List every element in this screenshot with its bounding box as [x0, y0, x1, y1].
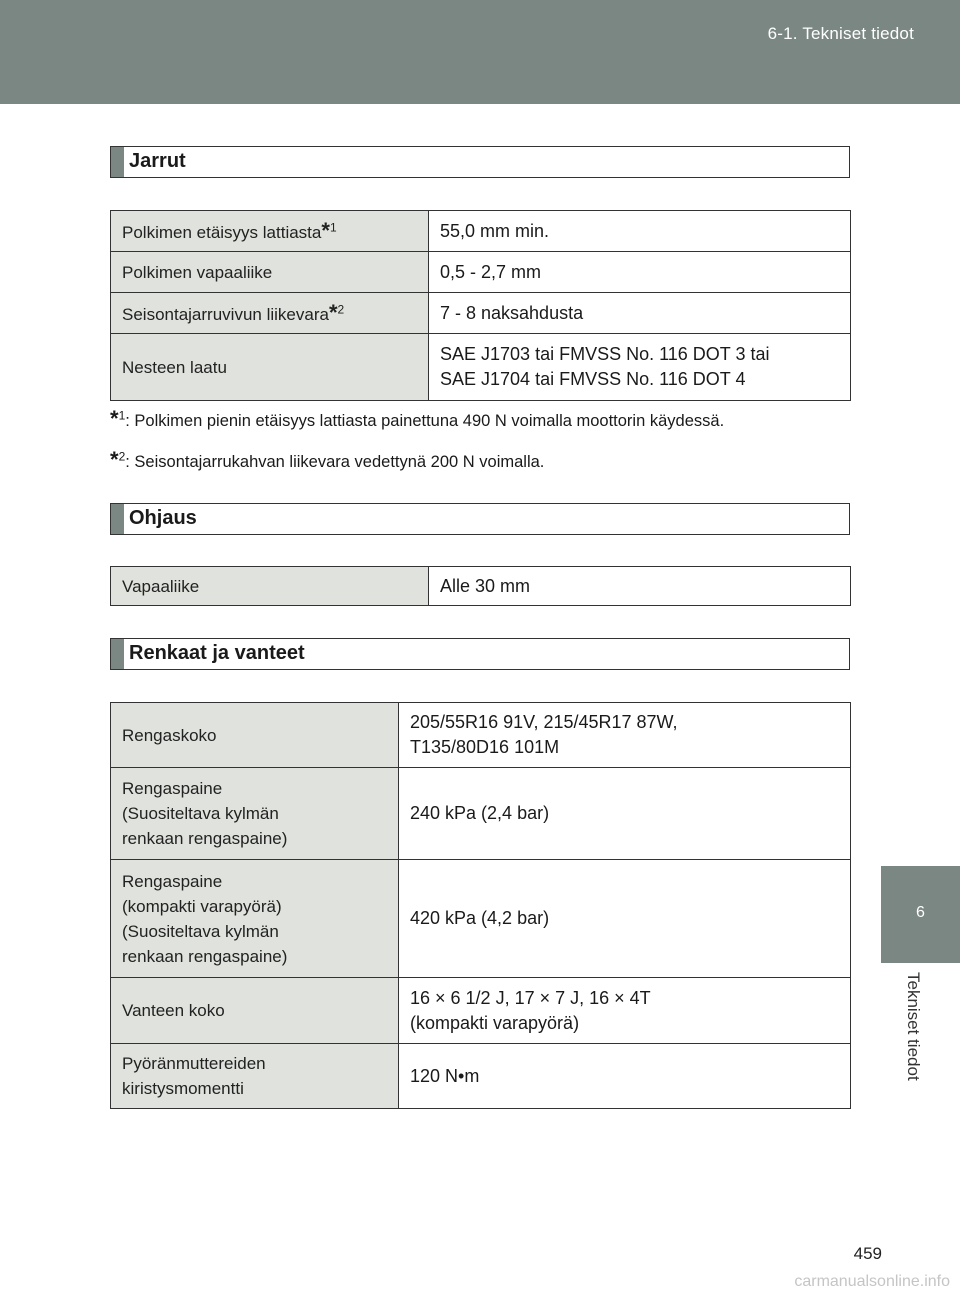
spec-label: Seisontajarruvivun liikevara*$^2$ [111, 293, 429, 334]
footnote: *$^1$: Polkimen pienin etäisyys lattiasta painettuna 490 N voimalla moottorin käydessä. [110, 406, 725, 431]
chapter-tab[interactable] [881, 866, 960, 963]
section-accent [111, 504, 124, 534]
spec-value: Alle 30 mm [429, 567, 851, 606]
brakes-spec-table [110, 210, 851, 401]
page-header [0, 0, 960, 104]
spec-label: Pyöränmuttereiden kiristysmomentti [111, 1044, 399, 1109]
tires-spec-table [110, 702, 851, 1109]
spec-label: Vapaaliike [111, 567, 429, 606]
section-title: Renkaat ja vanteet [129, 642, 305, 664]
spec-value: 205/55R16 91V, 215/45R17 87W, T135/80D16 101M [399, 703, 851, 768]
spec-label: Polkimen vapaaliike [111, 252, 429, 293]
spec-label: Vanteen koko [111, 978, 399, 1044]
spec-value: 420 kPa (4,2 bar) [399, 860, 851, 978]
spec-value: 0,5 - 2,7 mm [429, 252, 851, 293]
table-row [111, 703, 851, 768]
table-row [111, 768, 851, 860]
spec-label: Rengaspaine (kompakti varapyörä) (Suositeltava kylmän renkaan rengaspaine) [111, 860, 399, 978]
section-accent [111, 147, 124, 177]
spec-label: Rengaspaine (Suositeltava kylmän renkaan rengaspaine) [111, 768, 399, 860]
section-heading-brakes [110, 146, 850, 178]
section-accent [111, 639, 124, 669]
steering-spec-table [110, 566, 851, 606]
table-row [111, 293, 851, 334]
section-heading-steering [110, 503, 850, 535]
watermark: carmanualsonline.info [794, 1273, 950, 1290]
spec-value: 16 × 6 1/2 J, 17 × 7 J, 16 × 4T (kompakti varapyörä) [399, 978, 851, 1044]
breadcrumb: 6-1. Tekniset tiedot [767, 24, 914, 43]
chapter-number: 6 [916, 904, 925, 921]
table-row [111, 211, 851, 252]
spec-value: SAE J1703 tai FMVSS No. 116 DOT 3 tai SAE J1704 tai FMVSS No. 116 DOT 4 [429, 334, 851, 401]
table-row [111, 860, 851, 978]
spec-label: Polkimen etäisyys lattiasta*$^1$ [111, 211, 429, 252]
page-number: 459 [853, 1244, 882, 1263]
spec-value: 120 N•m [399, 1044, 851, 1109]
table-row [111, 978, 851, 1044]
spec-label: Rengaskoko [111, 703, 399, 768]
table-row [111, 567, 851, 606]
table-row [111, 334, 851, 401]
spec-value: 7 - 8 naksahdusta [429, 293, 851, 334]
spec-value: 240 kPa (2,4 bar) [399, 768, 851, 860]
spec-value: 55,0 mm min. [429, 211, 851, 252]
section-heading-tires [110, 638, 850, 670]
table-row [111, 252, 851, 293]
section-title: Jarrut [129, 150, 186, 172]
spec-label: Nesteen laatu [111, 334, 429, 401]
table-row [111, 1044, 851, 1109]
chapter-side-label: Tekniset tiedot [904, 972, 923, 1081]
footnote: *$^2$: Seisontajarrukahvan liikevara vedettynä 200 N voimalla. [110, 447, 545, 472]
section-title: Ohjaus [129, 507, 197, 529]
